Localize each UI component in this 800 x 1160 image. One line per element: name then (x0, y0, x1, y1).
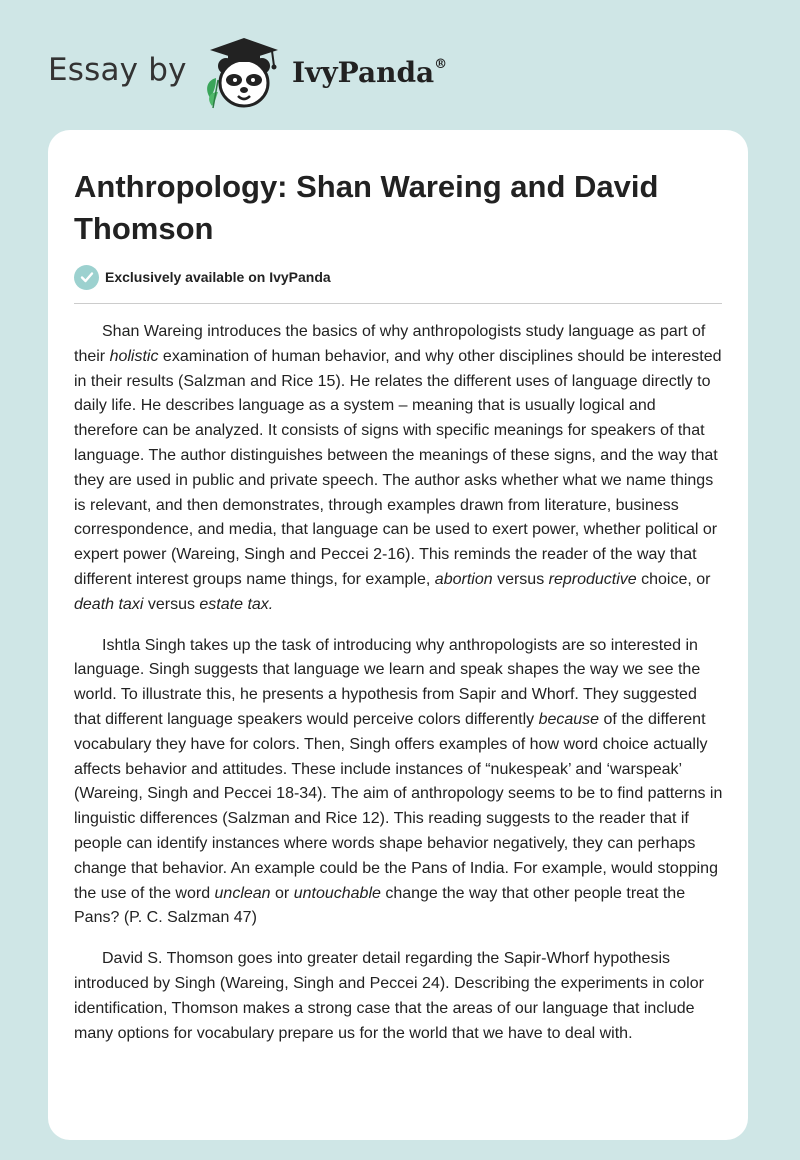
text-run: of the different vocabulary they have for colors. Then, Singh offers examples of how word choice actually affects behavior and attitudes. These include instances of “nukespeak’ and ‘warspeak’ (Wareing, Singh and Peccei 18-34). The aim of anthropology seems to be to find patterns in linguistic differences (Salzman and Rice 12). This reading suggests to the reader that if people can identify instances where words shape behavior negatively, they can perhaps change that behavior. An example could be the Pans of India. For example, would stopping the use of the word (74, 710, 723, 902)
article-title: Anthropology: Shan Wareing and David Thomson (74, 169, 659, 246)
panda-logo-icon (200, 36, 288, 112)
brand-name[interactable]: IvyPanda® (292, 56, 448, 89)
text-run: choice, or (636, 570, 711, 588)
text-run: change the way that other people treat the Pans? (P. C. Salzman 47) (74, 884, 686, 927)
exclusive-badge (74, 263, 331, 291)
site-header (0, 0, 800, 130)
text-run: versus (492, 570, 549, 588)
text-run: Ishtla Singh takes up the task of introducing why anthropologists are so interested in language. Singh suggests that language we learn and speak shapes the way we see the world. To illustrate this, he presents a hypothesis from Sapir and Whorf. They suggested that different language speakers would perceive colors differently (74, 636, 701, 728)
registered-mark: ® (434, 56, 448, 72)
article-card (48, 130, 748, 1140)
text-run: Shan Wareing introduces the basics of why anthropologists study language as part of their (74, 323, 706, 365)
paragraph (74, 634, 724, 932)
article-body (74, 320, 724, 1062)
divider (74, 303, 722, 304)
essay-by-label: Essay by (48, 52, 187, 88)
text-run: examination of human behavior, and why other disciplines should be interested in their results (Salzman and Rice 15). He relates the different uses of language directly to daily life. He describes language as a system – meaning that is usually logical and therefore can be analyzed. It consists of signs with specific meanings for speakers of that language. The author distinguishes between the meanings of these signs, and the way that they are used in public and private speech. The author asks whether what we name things is relevant, and then demonstrates, through examples drawn from literature, business correspondence, and media, that language can be used to exert power, whether political or expert power (Wareing, Singh and Peccei 2-16). This reminds the reader of the way that different interest groups name things, for example, (74, 347, 722, 588)
text-run: or (270, 884, 294, 902)
italic-text: abortion (434, 570, 493, 588)
paragraph (74, 947, 724, 1046)
text-run: versus (143, 595, 200, 613)
italic-text: untouchable (293, 884, 381, 902)
check-icon (74, 265, 99, 290)
paragraph (74, 320, 724, 618)
italic-text: reproductive (548, 570, 637, 588)
italic-text: holistic (109, 347, 159, 365)
italic-text: death taxi (74, 595, 144, 613)
italic-text: unclean (214, 884, 271, 902)
italic-text: estate tax. (199, 595, 274, 613)
italic-text: because (538, 710, 600, 728)
badge-label: Exclusively available on IvyPanda (105, 269, 331, 285)
text-run: David S. Thomson goes into greater detail regarding the Sapir-Whorf hypothesis introduced by Singh (Wareing, Singh and Peccei 24). Describing the experiments in color identification, Thomson makes a strong case that the areas of our language that include many options for vocabulary prepare us for the world that we have to deal with. (74, 950, 704, 1042)
